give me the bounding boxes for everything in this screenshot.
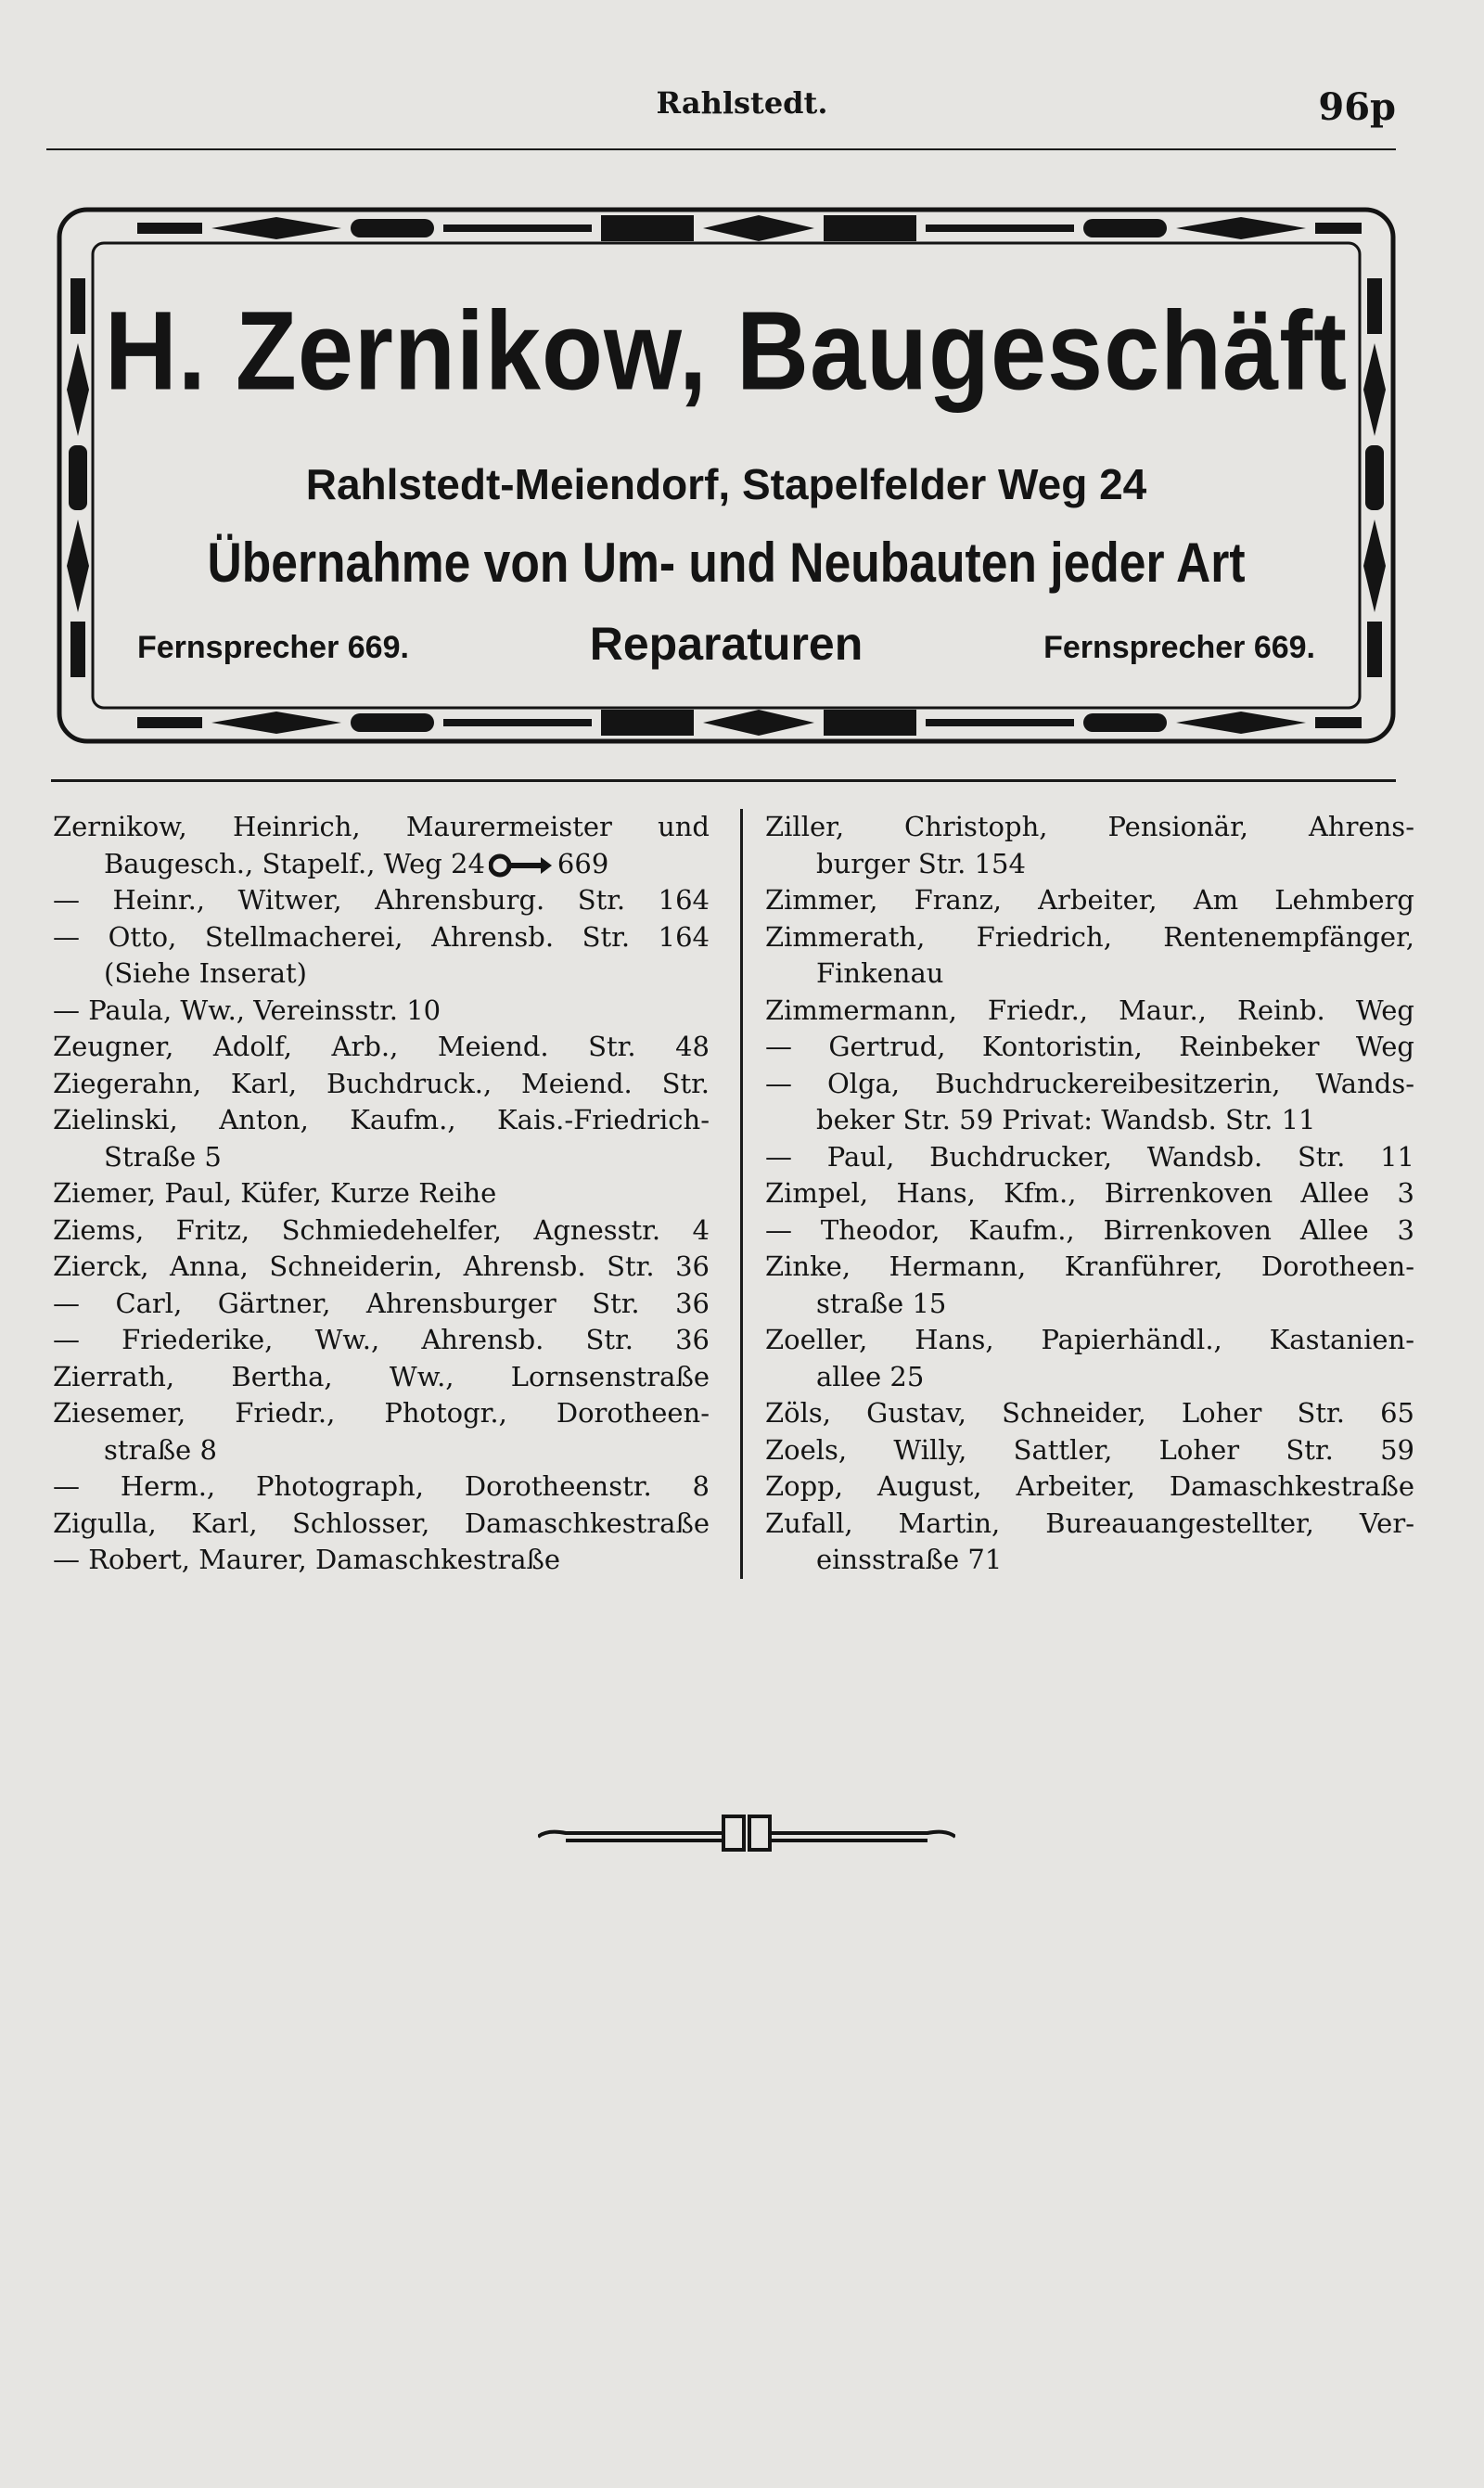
directory-entry-line: Ziesemer, Friedr., Photogr., Dorotheen- xyxy=(53,1397,710,1429)
end-ornament-icon xyxy=(538,1809,955,1855)
ad-address: Rahlstedt-Meiendorf, Stapelfelder Weg 24 xyxy=(305,460,1147,508)
entry-text: Baugesch., Stapelf., Weg 24 xyxy=(104,847,485,879)
directory-entry-line: Ziemer, Paul, Küfer, Kurze Reihe xyxy=(53,1177,497,1209)
directory-entry-line: Zernikow, Heinrich, Maurermeister und xyxy=(53,811,710,842)
directory-entry-line: einsstraße 71 xyxy=(816,1544,1003,1575)
directory-entry-line: — Robert, Maurer, Damaschkestraße xyxy=(53,1544,561,1575)
ad-repairs: Reparaturen xyxy=(589,618,864,670)
directory-entry-line: Zimmerath, Friedrich, Rentenempfänger, xyxy=(765,920,1414,953)
right-column xyxy=(765,809,1414,1579)
directory-entry-line: — Carl, Gärtner, Ahrensburger Str. 36 xyxy=(53,1287,710,1319)
directory-entry-line: Zopp, August, Arbeiter, Damaschkestraße xyxy=(765,1470,1414,1502)
directory-entry-line: — Theodor, Kaufm., Birrenkoven Allee 3 xyxy=(765,1213,1414,1246)
directory-entry-line: Ziller, Christoph, Pensionär, Ahrens- xyxy=(765,811,1414,842)
directory-entry-line: Zimmer, Franz, Arbeiter, Am Lehmberg xyxy=(765,884,1414,916)
directory-entry-line: Zierck, Anna, Schneiderin, Ahrensb. Str. 36 xyxy=(53,1250,710,1282)
directory-entry-line: straße 15 xyxy=(816,1287,947,1319)
directory-entry-line: — Otto, Stellmacherei, Ahrensb. Str. 164 xyxy=(53,920,710,953)
directory-entry-line: Ziems, Fritz, Schmiedehelfer, Agnesstr. 4 xyxy=(53,1213,710,1246)
directory-entry-line: Ziegerahn, Karl, Buchdruck., Meiend. Str. xyxy=(53,1067,710,1099)
ad-slogan: Übernahme von Um- und Neubauten jeder Art xyxy=(207,532,1246,594)
directory-entry-line: — Olga, Buchdruckereibesitzerin, Wands- xyxy=(765,1067,1414,1099)
directory-entry-line: — Friederike, Ww., Ahrensb. Str. 36 xyxy=(53,1324,710,1355)
column-divider xyxy=(740,809,743,1579)
ad-company-name: H. Zernikow, Baugeschäft xyxy=(104,287,1349,414)
directory-entry-line: burger Str. 154 xyxy=(816,847,1026,879)
directory-entry-line: Zufall, Martin, Bureauangestellter, Ver- xyxy=(765,1507,1414,1539)
directory-entry-line: allee 25 xyxy=(816,1360,925,1392)
directory-entry-line: straße 8 xyxy=(104,1433,217,1466)
directory-entry-line xyxy=(53,846,710,883)
directory-entry-line: Zigulla, Karl, Schlosser, Damaschkestraße xyxy=(53,1507,710,1539)
directory-entry-line: Zoels, Willy, Sattler, Loher Str. 59 xyxy=(765,1433,1414,1466)
running-header-title: Rahlstedt. xyxy=(656,85,828,121)
ad-phone-left: Fernsprecher 669. xyxy=(137,630,409,665)
telephone-key-icon xyxy=(489,853,554,878)
directory-entry-line: Zielinski, Anton, Kaufm., Kais.-Friedrich- xyxy=(53,1104,710,1135)
directory-entry-line: Straße 5 xyxy=(104,1140,222,1173)
directory-entry-line: Zinke, Hermann, Kranführer, Dorotheen- xyxy=(765,1250,1414,1282)
page-number: 96p xyxy=(1318,85,1396,129)
directory-entry-line: — Gertrud, Kontoristin, Reinbeker Weg xyxy=(765,1031,1414,1062)
directory-entry-line: Zimmermann, Friedr., Maur., Reinb. Weg xyxy=(765,994,1414,1026)
directory-entry-line: — Paula, Ww., Vereinsstr. 10 xyxy=(53,994,441,1026)
left-column xyxy=(53,809,710,1579)
directory-entry-line: Zimpel, Hans, Kfm., Birrenkoven Allee 3 xyxy=(765,1177,1414,1209)
advertisement-box xyxy=(54,204,1399,747)
directory-entry-line: Finkenau xyxy=(816,957,944,989)
directory-entry-line: beker Str. 59 Privat: Wandsb. Str. 11 xyxy=(816,1104,1316,1135)
section-rule xyxy=(51,779,1396,782)
directory-entry-line: — Herm., Photograph, Dorotheenstr. 8 xyxy=(53,1470,710,1502)
directory-entry-line: Zöls, Gustav, Schneider, Loher Str. 65 xyxy=(765,1397,1414,1429)
directory-entry-line: — Heinr., Witwer, Ahrensburg. Str. 164 xyxy=(53,884,710,916)
header-rule xyxy=(46,148,1396,150)
directory-entry-line: (Siehe Inserat) xyxy=(104,957,307,989)
directory-entry-line: Zierrath, Bertha, Ww., Lornsenstraße xyxy=(53,1360,710,1392)
entry-text: 669 xyxy=(556,847,609,879)
directory-entry-line: Zoeller, Hans, Papierhändl., Kastanien- xyxy=(765,1324,1414,1355)
ad-phone-right: Fernsprecher 669. xyxy=(1043,630,1315,665)
ad-bottom-line xyxy=(137,617,1315,673)
directory-entry-line: — Paul, Buchdrucker, Wandsb. Str. 11 xyxy=(765,1140,1414,1173)
directory-entry-line: Zeugner, Adolf, Arb., Meiend. Str. 48 xyxy=(53,1031,710,1062)
